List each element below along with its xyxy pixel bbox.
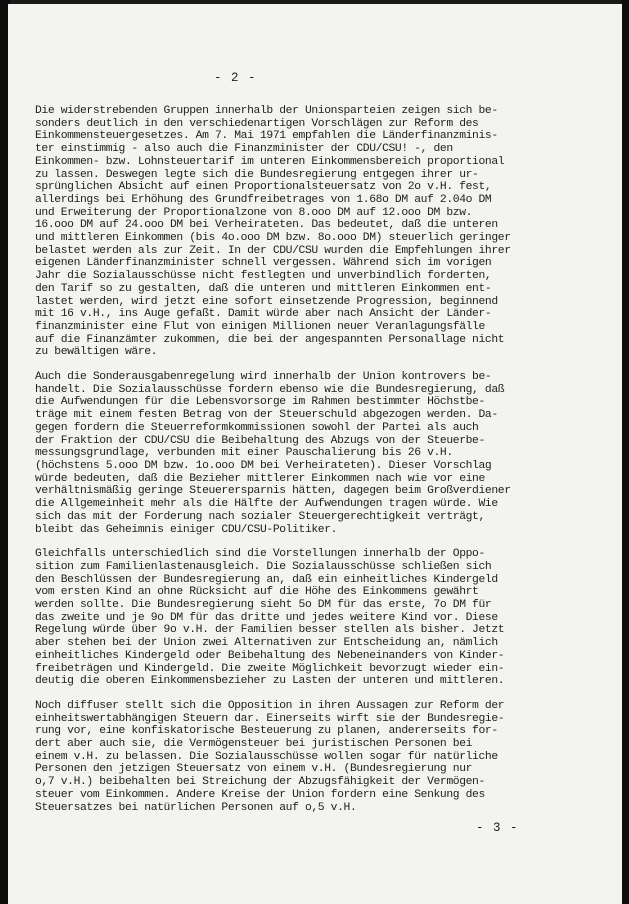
text-line: Einkommen- bzw. Lohnsteuertarif im unteren Einkommensbereich proportional <box>35 155 505 168</box>
body-text <box>35 105 601 826</box>
text-line: ter einstimmig - also auch die Finanzminister der CDU/CSU! -, den <box>35 143 453 156</box>
text-line: einheitswertabhängigen Steuern dar. Einerseits wirft sie der Bundesregie- <box>35 712 505 725</box>
paragraph <box>35 548 601 688</box>
text-line: würde bedeuten, daß die Bezieher mittlerer Einkommen nach wie vor eine <box>35 472 485 485</box>
text-line: lastet werden, wird jetzt eine sofort einsetzende Progression, beginnend <box>35 295 498 308</box>
text-line: aber stehen bei der Union zwei Alternativen zur Entscheidung an, nämlich <box>35 637 498 650</box>
text-line: vom ersten Kind an ohne Rücksicht auf die Höhe des Einkommens gewährt <box>35 586 479 599</box>
text-line: den Tarif so zu gestalten, daß die unteren und mittleren Einkommen ent- <box>35 282 492 295</box>
paragraph <box>35 105 601 359</box>
text-line: werden sollte. Die Bundesregierung sieht 5o DM für das erste, 7o DM für <box>35 599 492 612</box>
text-line: Die widerstrebenden Gruppen innerhalb der Unionsparteien zeigen sich be- <box>35 105 498 117</box>
document-page <box>8 4 622 904</box>
text-line: (höchstens 5.ooo DM bzw. 1o.ooo DM bei Verheirateten). Dieser Vorschlag <box>35 459 492 472</box>
text-line: den Beschlüssen der Bundesregierung an, daß ein einheitliches Kindergeld <box>35 573 498 586</box>
text-line: die Allgemeinheit mehr als die Hälfte der Aufwendungen tragen würde. Wie <box>35 498 498 511</box>
text-line: das zweite und je 9o DM für das dritte und jedes weitere Kind vor. Diese <box>35 611 498 624</box>
text-line: Gleichfalls unterschiedlich sind die Vorstellungen innerhalb der Oppo- <box>35 548 485 561</box>
text-line: und mittleren Einkommen (bis 4o.ooo DM bzw. 8o.ooo DM) steuerlich geringer <box>35 232 511 245</box>
text-line: die Aufwendungen für die Lebensvorsorge im Rahmen bestimmter Höchstbe- <box>35 396 485 409</box>
text-line: rung vor, eine konfiskatorische Besteuerung zu planen, andererseits for- <box>35 725 498 738</box>
text-line: finanzminister eine Flut von einigen Millionen neuer Veranlagungsfälle <box>35 320 485 333</box>
text-line: Noch diffuser stellt sich die Opposition in ihren Aussagen zur Reform der <box>35 699 505 712</box>
text-line: handelt. Die Sozialausschüsse fordern ebenso wie die Bundesregierung, daß <box>35 383 505 396</box>
text-line: o,7 v.H.) beibehalten bei Streichung der Abzugsfähigkeit der Vermögen- <box>35 776 485 789</box>
text-line: verhältnismäßig geringe Steuerersparnis hätten, dagegen beim Großverdiener <box>35 485 511 498</box>
text-line: zu lassen. Deswegen legte sich die Bundesregierung entgegen ihrer ur- <box>35 168 479 181</box>
text-line: sprünglichen Absicht auf einen Proportionalsteuersatz von 2o v.H. fest, <box>35 181 492 194</box>
text-line: auf die Finanzämter zukommen, die bei der angespannten Personallage nicht <box>35 333 505 346</box>
text-line: einheitliches Kindergeld oder Beibehaltung des Nebeneinanders von Kinder- <box>35 649 505 662</box>
text-line: sition zum Familienlastenausgleich. Die Sozialausschüsse schließen sich <box>35 560 492 573</box>
text-line: Regelung würde über 9o v.H. der Familien besser stellen als bisher. Jetzt <box>35 624 505 637</box>
text-line: träge mit einem festen Betrag von der Steuerschuld abgezogen werden. Da- <box>35 409 498 422</box>
text-line: messungsgrundlage, verbunden mit einer Pauschalierung bis 26 v.H. <box>35 447 453 460</box>
text-line: Jahr die Sozialausschüsse nicht festlegten und unverbindlich forderten, <box>35 270 492 283</box>
text-line: Personen den jetzigen Steuersatz von einem v.H. (Bundesregierung nur <box>35 763 473 776</box>
text-line: bleibt das Geheimnis einiger CDU/CSU-Politiker. <box>35 523 338 536</box>
text-line: einem v.H. zu belassen. Die Sozialausschüsse wollen sogar für natürliche <box>35 750 498 763</box>
text-line: gegen fordern die Steuerreformkommissionen sowohl der Partei als auch <box>35 421 479 434</box>
text-line: Auch die Sonderausgabenregelung wird innerhalb der Union kontrovers be- <box>35 371 492 384</box>
paragraph <box>35 700 601 814</box>
text-line: deutig die oberen Einkommensbezieher zu Lasten der unteren und mittleren. <box>35 675 505 688</box>
text-line: belastet werden als zur Zeit. In der CDU/CSU wurden die Empfehlungen ihrer <box>35 244 511 257</box>
text-line: sonders deutlich in den verschiedenartigen Vorschlägen zur Reform des <box>35 117 479 130</box>
text-line: der Fraktion der CDU/CSU die Beibehaltung des Abzugs von der Steuerbe- <box>35 434 485 447</box>
text-line: steuer vom Einkommen. Andere Kreise der Union fordern eine Senkung des <box>35 788 485 801</box>
text-line: zu bewältigen wäre. <box>35 346 158 359</box>
text-line: mit 16 v.H., ins Auge gefaßt. Damit würde aber nach Ansicht der Länder- <box>35 308 492 321</box>
text-line: dert aber auch sie, die Vermögensteuer bei juristischen Personen bei <box>35 738 473 751</box>
text-line: Steuersatzes bei natürlichen Personen auf o,5 v.H. <box>35 801 357 814</box>
text-line: und Erweiterung der Proportionalzone von 8.ooo DM auf 12.ooo DM bzw. <box>35 206 473 219</box>
text-line: 16.ooo DM auf 24.ooo DM bei Verheirateten. Das bedeutet, daß die unteren <box>35 219 498 232</box>
text-line: eigenen Länderfinanzminister schnell vergessen. Während sich im vorigen <box>35 257 492 270</box>
text-line: Einkommensteuergesetzes. Am 7. Mai 1971 empfahlen die Länderfinanzminis- <box>35 130 498 143</box>
text-line: sich das mit der Forderung nach sozialer Steuergerechtigkeit verträgt, <box>35 510 485 523</box>
text-line: allerdings bei Erhöhung des Grundfreibetrages von 1.68o DM auf 2.04o DM <box>35 193 492 206</box>
scan-right-border <box>621 0 629 904</box>
page-number-bottom: - 3 - <box>476 821 519 835</box>
text-line: freibeträgen und Kindergeld. Die zweite Möglichkeit bevorzugt wieder ein- <box>35 662 505 675</box>
paragraph <box>35 371 601 536</box>
page-number-top: - 2 - <box>214 71 257 85</box>
